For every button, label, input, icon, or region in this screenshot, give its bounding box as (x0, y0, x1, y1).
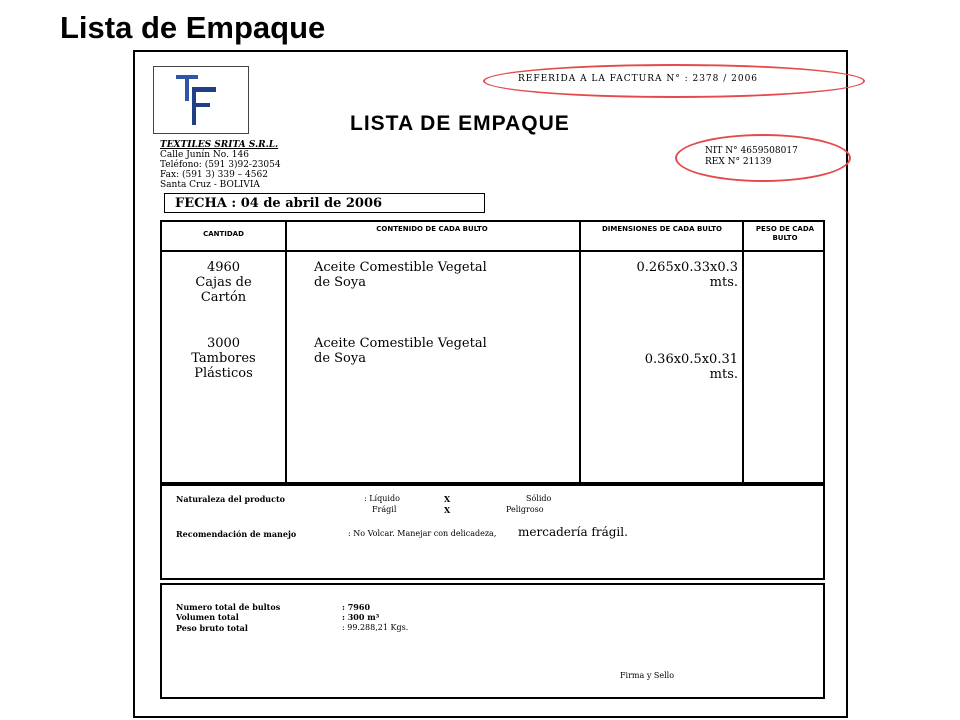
header-weight: PESO DE CADA BULTO (755, 225, 815, 242)
header-content: CONTENIDO DE CADA BULTO (376, 225, 488, 233)
document-title: LISTA DE EMPAQUE (350, 112, 570, 135)
nature-liquid: : Líquido (364, 494, 400, 503)
total-packages-label: Numero total de bultos (176, 602, 281, 612)
total-volume-value: : 300 m³ (342, 612, 380, 622)
handling-text: : No Volcar. Manejar con delicadeza, (348, 529, 497, 538)
table-row-1-quantity: 4960 Cajas de Cartón (195, 260, 252, 305)
packing-table (160, 220, 825, 484)
rex-number: REX N° 21139 (705, 157, 772, 167)
product-nature-section (160, 484, 825, 580)
company-phone: Teléfono: (591 3)92-23054 (160, 160, 281, 170)
total-weight-value: : 99.288,21 Kgs. (342, 623, 409, 632)
slide-title: Lista de Empaque (60, 10, 326, 45)
nature-label: Naturaleza del producto (176, 494, 286, 504)
total-volume-label: Volumen total (176, 612, 239, 622)
table-row-2-content: Aceite Comestible Vegetal de Soya (314, 336, 487, 366)
header-dimensions: DIMENSIONES DE CADA BULTO (601, 225, 723, 233)
signature-label: Firma y Sello (620, 671, 675, 680)
nature-fragile-mark: X (444, 505, 451, 515)
table-row-1-content: Aceite Comestible Vegetal de Soya (314, 260, 487, 290)
date-field: FECHA : 04 de abril de 2006 (164, 193, 485, 213)
nature-solid: Sólido (526, 494, 552, 503)
tax-ids (705, 146, 798, 168)
packing-list-document (133, 50, 848, 718)
invoice-reference: REFERIDA A LA FACTURA N° : 2378 / 2006 (518, 74, 759, 84)
nature-fragile: Frágil (372, 505, 397, 514)
handling-text-emphasis: mercadería frágil. (518, 525, 628, 539)
company-fax: Fax: (591 3) 339 – 4562 (160, 170, 268, 180)
table-row-2-dimensions: 0.36x0.5x0.31 mts. (644, 352, 738, 382)
company-info (160, 140, 281, 190)
table-row-2-quantity: 3000 Tambores Plásticos (191, 336, 256, 381)
totals-section (160, 583, 825, 699)
company-name: TEXTILES SRITA S.R.L. (160, 140, 279, 150)
company-address: Calle Junín No. 146 (160, 150, 249, 160)
total-packages-value: : 7960 (342, 602, 371, 612)
header-quantity: CANTIDAD (203, 230, 244, 238)
nature-dangerous: Peligroso (506, 505, 544, 514)
company-city: Santa Cruz - BOLIVIA (160, 180, 260, 190)
nature-liquid-mark: X (444, 494, 451, 504)
total-weight-label: Peso bruto total (176, 623, 248, 633)
company-logo (153, 66, 249, 134)
table-row-1-dimensions: 0.265x0.33x0.3 mts. (636, 260, 738, 290)
handling-label: Recomendación de manejo (176, 529, 297, 539)
tf-logo-icon (154, 67, 248, 133)
nit-number: NIT N° 4659508017 (705, 146, 798, 156)
